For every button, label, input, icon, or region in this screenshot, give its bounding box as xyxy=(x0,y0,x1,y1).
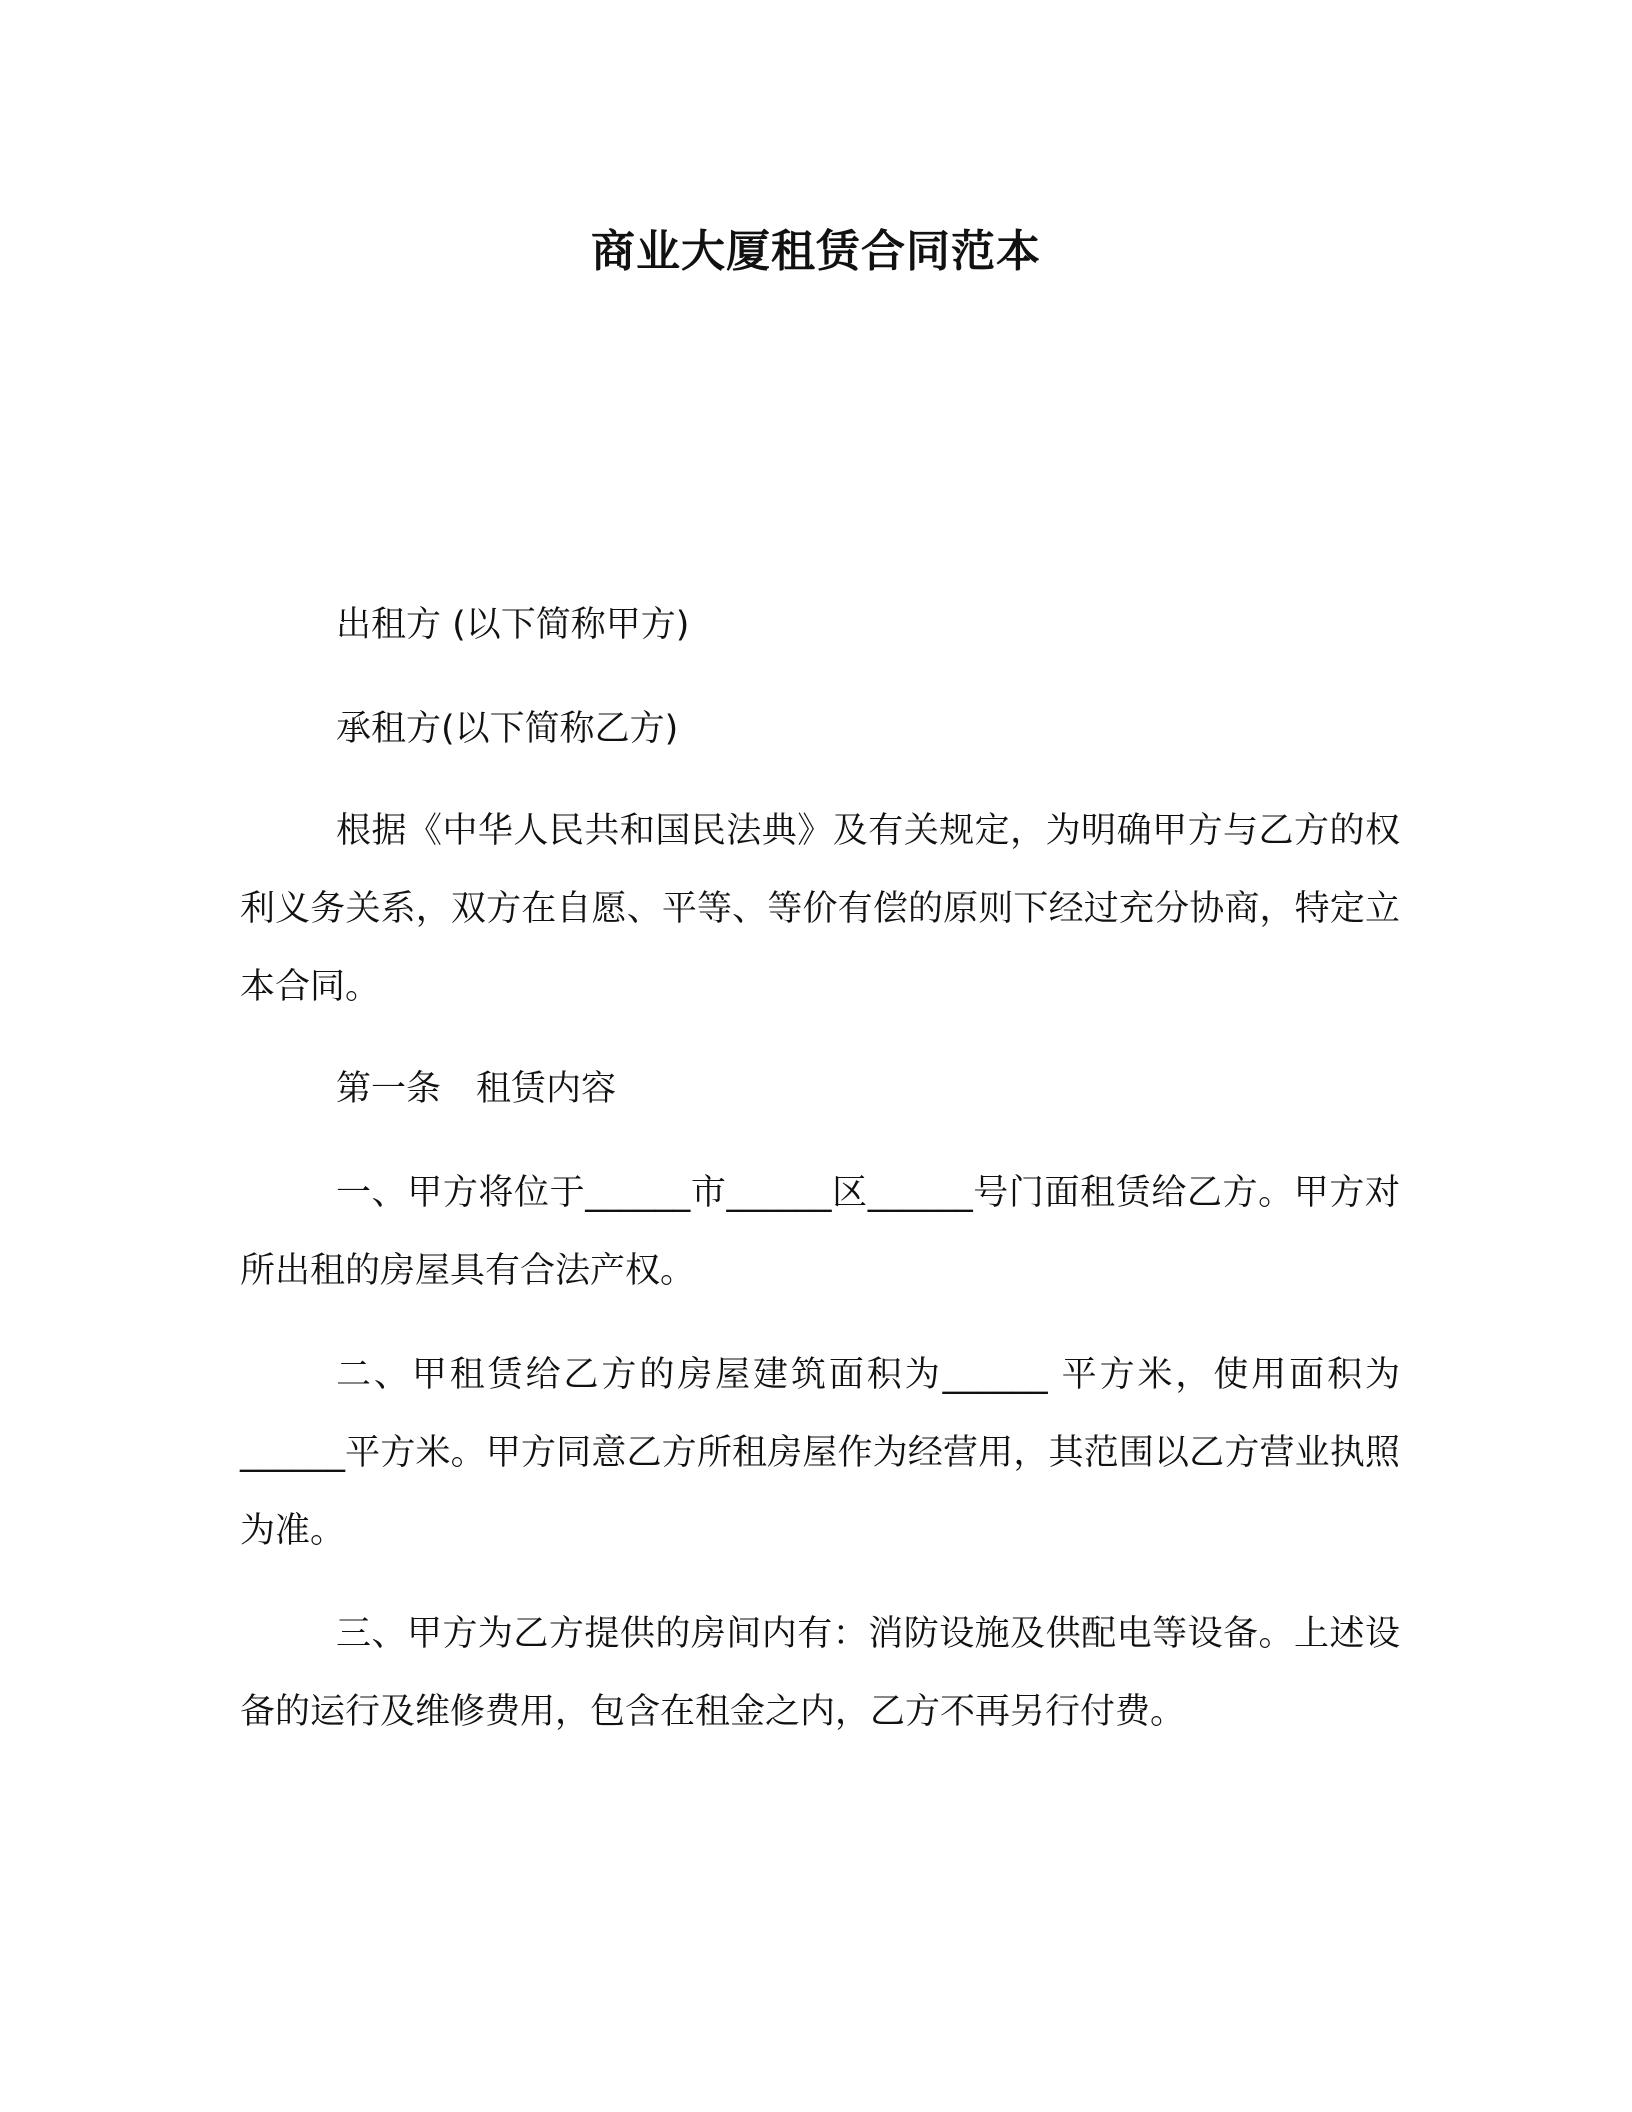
preamble-block xyxy=(240,792,1400,1026)
clause-two: 二、甲租赁给乙方的房屋建筑面积为______ 平方米，使用面积为______平方米。甲方同意乙方所租房屋作为经营用，其范围以乙方营业执照为准。 xyxy=(240,1355,1400,1551)
lessor-line xyxy=(240,586,1400,664)
document-title: 商业大厦租赁合同范本 xyxy=(591,226,1041,277)
paragraph-lessor: 出租方 (以下简称甲方) xyxy=(336,605,690,645)
paragraph-preamble: 根据《中华人民共和国民法典》及有关规定，为明确甲方与乙方的权利义务关系，双方在自愿、平等、等价有偿的原则下经过充分协商，特定立本合同。 xyxy=(240,811,1400,1007)
paragraph-lessee: 承租方(以下简称乙方) xyxy=(336,709,679,749)
clause-one: 一、甲方将位于______市______区______号门面租赁给乙方。甲方对所出租的房屋具有合法产权。 xyxy=(240,1173,1400,1291)
clause-three: 三、甲方为乙方提供的房间内有：消防设施及供配电等设备。上述设备的运行及维修费用，包含在租金之内，乙方不再另行付费。 xyxy=(240,1614,1400,1732)
article-heading-block xyxy=(240,1050,1400,1128)
article-one-heading: 第一条 租赁内容 xyxy=(336,1069,617,1109)
clause-three-block xyxy=(240,1595,1400,1751)
clause-two-block xyxy=(240,1336,1400,1570)
clause-one-block xyxy=(240,1154,1400,1310)
lessee-line xyxy=(240,690,1400,768)
